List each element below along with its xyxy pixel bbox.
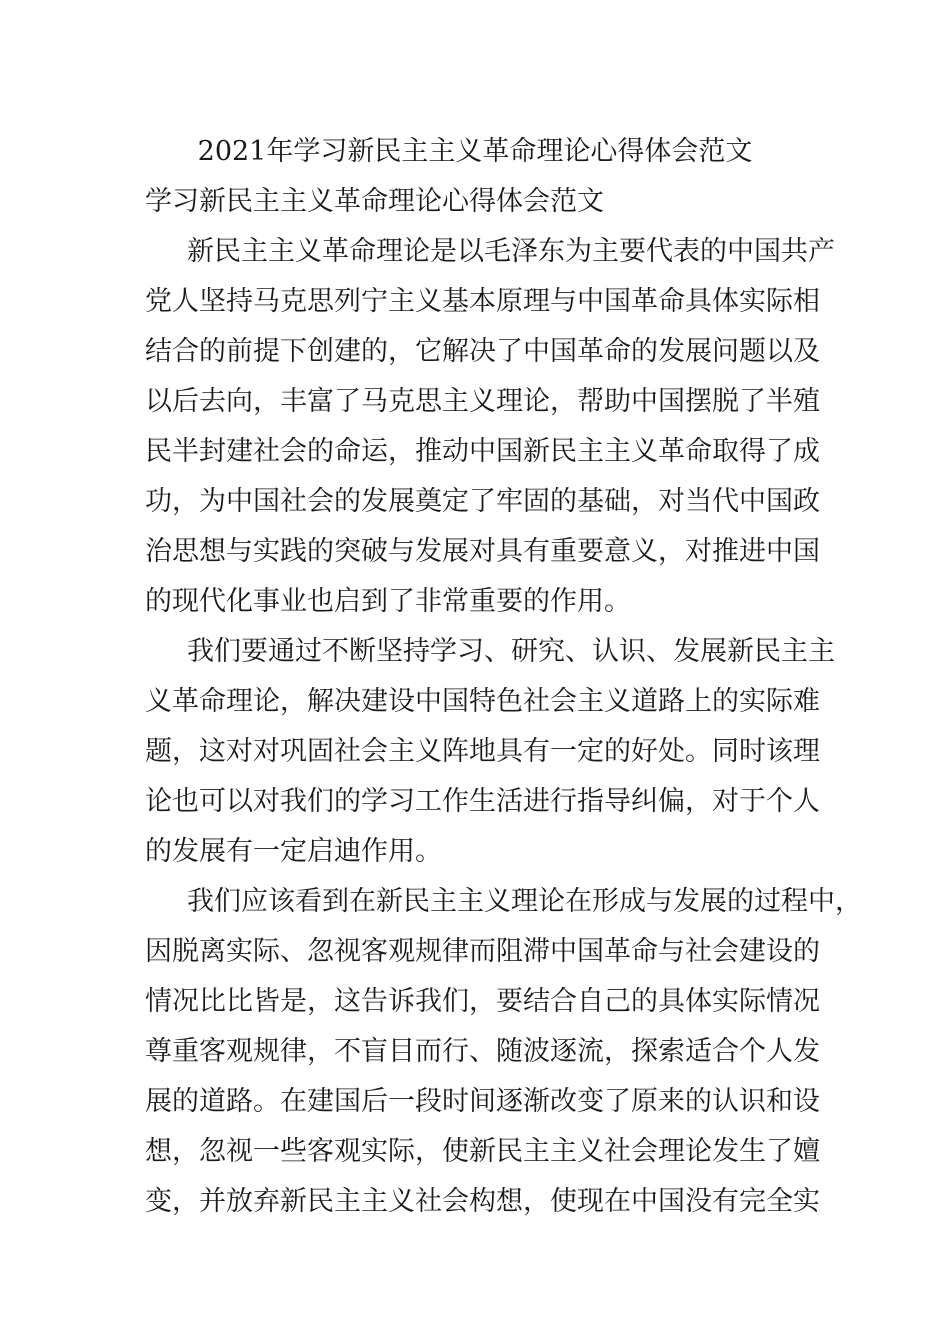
paragraph-line: 因脱离实际、忽视客观规律而阻滞中国革命与社会建设的 bbox=[145, 936, 820, 967]
paragraph-line: 治思想与实践的突破与发展对具有重要意义，对推进中国 bbox=[145, 536, 820, 567]
paragraph-line: 题，这对对巩固社会主义阵地具有一定的好处。同时该理 bbox=[145, 736, 820, 767]
paragraph-line: 以后去向，丰富了马克思主义理论，帮助中国摆脱了半殖 bbox=[145, 386, 820, 417]
paragraph-line: 功，为中国社会的发展奠定了牢固的基础，对当代中国政 bbox=[145, 486, 820, 517]
paragraph-line: 想，忽视一些客观实际，使新民主主义社会理论发生了嬗 bbox=[145, 1136, 820, 1167]
document-subtitle: 学习新民主主义革命理论心得体会范文 bbox=[145, 186, 604, 217]
paragraph-line: 新民主主义革命理论是以毛泽东为主要代表的中国共产 bbox=[187, 236, 835, 267]
paragraph-line: 义革命理论，解决建设中国特色社会主义道路上的实际难 bbox=[145, 686, 820, 717]
paragraph-line: 民半封建社会的命运，推动中国新民主主义革命取得了成 bbox=[145, 436, 820, 467]
paragraph-line: 党人坚持马克思列宁主义基本原理与中国革命具体实际相 bbox=[145, 286, 820, 317]
paragraph-line: 的发展有一定启迪作用。 bbox=[145, 836, 442, 867]
paragraph-line: 展的道路。在建国后一段时间逐渐改变了原来的认识和设 bbox=[145, 1086, 820, 1117]
paragraph-line: 的现代化事业也启到了非常重要的作用。 bbox=[145, 586, 631, 617]
paragraph-line: 结合的前提下创建的，它解决了中国革命的发展问题以及 bbox=[145, 336, 820, 367]
paragraph-line: 我们应该看到在新民主主义理论在形成与发展的过程中， bbox=[187, 886, 862, 917]
paragraph-line: 情况比比皆是，这告诉我们，要结合自己的具体实际情况 bbox=[145, 986, 820, 1017]
document-title: 2021年学习新民主主义革命理论心得体会范文 bbox=[197, 136, 753, 167]
paragraph-line: 我们要通过不断坚持学习、研究、认识、发展新民主主 bbox=[187, 636, 835, 667]
paragraph-line: 尊重客观规律，不盲目而行、随波逐流，探索适合个人发 bbox=[145, 1036, 820, 1067]
paragraph-line: 变，并放弃新民主主义社会构想，使现在中国没有完全实 bbox=[145, 1186, 820, 1217]
paragraph-line: 论也可以对我们的学习工作生活进行指导纠偏，对于个人 bbox=[145, 786, 820, 817]
